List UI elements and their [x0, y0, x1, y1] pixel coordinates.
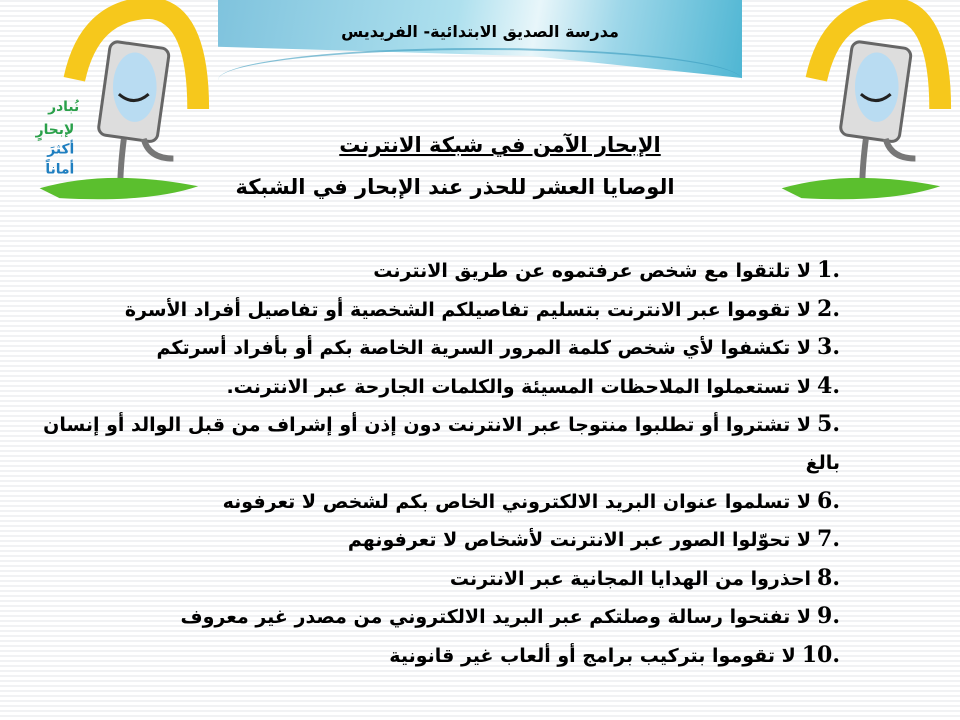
item-number: 8.: [817, 564, 840, 591]
item-number: 4.: [817, 372, 840, 399]
list-item: [40, 368, 840, 407]
item-number: 6.: [817, 487, 840, 514]
item-text: لا تفتحوا رسالة وصلتكم عبر البريد الالكتروني من مصدر غير معروف: [180, 606, 812, 629]
item-number: 5.: [817, 411, 840, 438]
logo-slogan-2: لإبحارٍ: [35, 121, 75, 138]
list-item: [40, 252, 840, 291]
list-item: [40, 483, 840, 522]
item-number: 2.: [817, 295, 840, 322]
list-item: [40, 560, 840, 599]
list-item: [40, 598, 840, 637]
slide-title: [0, 133, 960, 157]
logo-slogan-4: أماناً: [45, 161, 75, 178]
item-number: 10.: [801, 641, 840, 668]
list-item: [40, 291, 840, 330]
logo-slogan-3: أكثرَ: [47, 141, 75, 158]
item-number: 3.: [817, 334, 840, 361]
list-item: [40, 637, 840, 676]
logo-slogan-1: نُبادر: [48, 98, 80, 115]
item-text: لا تلتقوا مع شخص عرفتموه عن طريق الانترنت: [373, 260, 812, 282]
item-text: لا تستعملوا الملاحظات المسيئة والكلمات الجارحة عبر الانترنت.: [226, 375, 812, 398]
list-item: [40, 521, 840, 560]
campaign-logo-right: [742, 0, 960, 218]
item-text: احذروا من الهدايا المجانية عبر الانترنت: [449, 567, 812, 590]
item-text: لا تسلموا عنوان البريد الالكتروني الخاص بكم لشخص لا تعرفونه: [222, 490, 812, 513]
slide-subtitle: الوصايا العشر للحذر عند الإبحار في الشبكة: [235, 175, 675, 199]
list-item: [40, 406, 840, 482]
school-name: مدرسة الصديق الابتدائية- الفريديس: [341, 22, 619, 41]
item-text: لا تقوموا بتركيب برامج أو ألعاب غير قانونية: [389, 644, 796, 667]
tips-list: [40, 252, 840, 676]
slide-title-text: الإبحار الآمن في شبكة الانترنت: [339, 133, 661, 157]
item-text: لا تقوموا عبر الانترنت بتسليم تفاصيلكم الشخصية أو تفاصيل أفراد الأسرة: [124, 298, 812, 321]
item-number: 7.: [817, 526, 840, 553]
list-item: [40, 329, 840, 368]
item-number: 1.: [817, 257, 840, 283]
item-text: لا تشتروا أو تطلبوا منتوجا عبر الانترنت دون إذن أو إشراف من قبل الوالد أو إنسان بالغ: [43, 414, 840, 474]
item-text: لا تحوّلوا الصور عبر الانترنت لأشخاص لا تعرفونهم: [347, 529, 812, 552]
item-number: 9.: [817, 603, 840, 630]
campaign-logo-left: [0, 0, 218, 218]
item-text: لا تكشفوا لأي شخص كلمة المرور السرية الخاصة بكم أو بأفراد أسرتكم: [156, 337, 812, 360]
